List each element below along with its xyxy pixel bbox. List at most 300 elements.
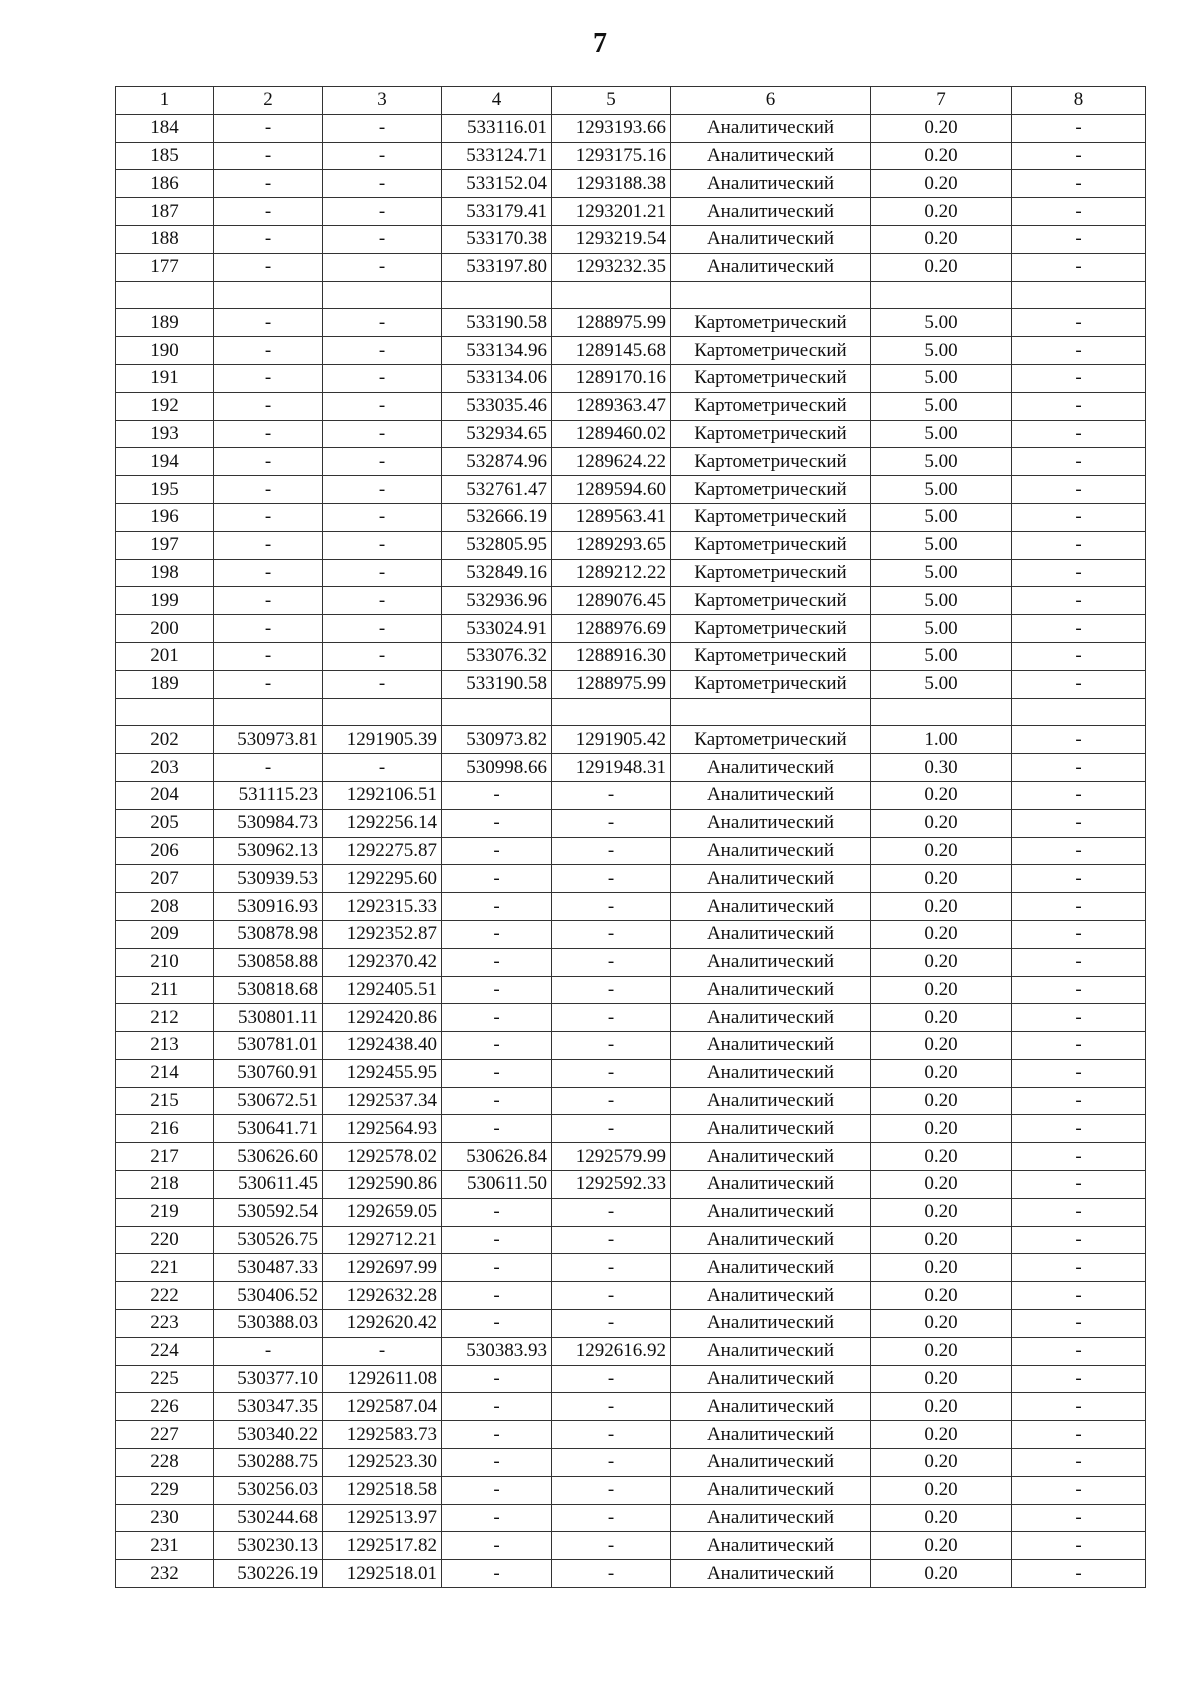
table-cell: 530226.19 <box>214 1560 323 1588</box>
table-cell: Картометрический <box>671 642 871 670</box>
table-cell: 0.20 <box>871 1504 1012 1532</box>
table-cell: - <box>442 1254 552 1282</box>
table-cell: - <box>1012 503 1146 531</box>
table-cell: Картометрический <box>671 615 871 643</box>
table-cell: 0.20 <box>871 1198 1012 1226</box>
table-cell: - <box>552 865 671 893</box>
table-cell: 214 <box>116 1059 214 1087</box>
table-cell: - <box>552 1059 671 1087</box>
column-header: 5 <box>552 87 671 115</box>
column-header: 7 <box>871 87 1012 115</box>
table-cell: - <box>214 114 323 142</box>
table-cell: - <box>1012 1337 1146 1365</box>
table-cell: 5.00 <box>871 503 1012 531</box>
table-cell: - <box>1012 642 1146 670</box>
table-cell: 215 <box>116 1087 214 1115</box>
table-row <box>116 1310 1146 1338</box>
table-cell: 228 <box>116 1449 214 1477</box>
table-cell: 194 <box>116 448 214 476</box>
table-cell: - <box>442 893 552 921</box>
table-cell: 209 <box>116 920 214 948</box>
table-cell: 1292579.99 <box>552 1143 671 1171</box>
table-cell: 5.00 <box>871 670 1012 698</box>
table-cell: - <box>323 642 442 670</box>
table-cell: - <box>552 781 671 809</box>
table-cell: - <box>1012 1198 1146 1226</box>
table-cell: - <box>1012 448 1146 476</box>
table-cell: 0.20 <box>871 142 1012 170</box>
table-cell: 191 <box>116 364 214 392</box>
table-cell: - <box>442 1393 552 1421</box>
table-cell: - <box>1012 531 1146 559</box>
table-row <box>116 1143 1146 1171</box>
column-header: 2 <box>214 87 323 115</box>
table-cell: 211 <box>116 976 214 1004</box>
table-cell: 533035.46 <box>442 392 552 420</box>
table-cell: 227 <box>116 1421 214 1449</box>
table-cell: 530973.81 <box>214 726 323 754</box>
table-cell: - <box>552 837 671 865</box>
table-cell: 533197.80 <box>442 253 552 281</box>
table-cell: 533179.41 <box>442 198 552 226</box>
table-cell <box>871 698 1012 726</box>
table-cell: 530672.51 <box>214 1087 323 1115</box>
table-cell: Аналитический <box>671 198 871 226</box>
table-row <box>116 531 1146 559</box>
table-cell: - <box>552 1282 671 1310</box>
table-row <box>116 364 1146 392</box>
table-cell: 530244.68 <box>214 1504 323 1532</box>
table-cell: 530256.03 <box>214 1476 323 1504</box>
table-cell: - <box>442 1310 552 1338</box>
table-cell: 195 <box>116 476 214 504</box>
table-cell: Аналитический <box>671 976 871 1004</box>
table-cell: - <box>442 1421 552 1449</box>
table-cell <box>871 281 1012 309</box>
table-cell: - <box>323 364 442 392</box>
table-cell: 232 <box>116 1560 214 1588</box>
table-cell: 1292455.95 <box>323 1059 442 1087</box>
table-cell: Аналитический <box>671 865 871 893</box>
table-cell: 203 <box>116 754 214 782</box>
table-cell: - <box>214 420 323 448</box>
table-row <box>116 1476 1146 1504</box>
table-cell: 1289624.22 <box>552 448 671 476</box>
table-cell: 0.20 <box>871 893 1012 921</box>
table-cell: - <box>1012 1476 1146 1504</box>
table-cell: 1293232.35 <box>552 253 671 281</box>
table-cell: - <box>552 1560 671 1588</box>
table-cell: 1292616.92 <box>552 1337 671 1365</box>
table-cell: - <box>552 948 671 976</box>
table-cell: - <box>214 615 323 643</box>
table-cell: Аналитический <box>671 253 871 281</box>
table-cell: - <box>1012 309 1146 337</box>
table-cell <box>1012 698 1146 726</box>
table-cell: 1288916.30 <box>552 642 671 670</box>
table-cell <box>1012 281 1146 309</box>
table-cell: 190 <box>116 337 214 365</box>
table-cell: 0.20 <box>871 1032 1012 1060</box>
table-cell: - <box>1012 420 1146 448</box>
table-row <box>116 726 1146 754</box>
table-cell: - <box>1012 1282 1146 1310</box>
table-cell: 1292697.99 <box>323 1254 442 1282</box>
table-row <box>116 1393 1146 1421</box>
table-cell: 533076.32 <box>442 642 552 670</box>
table-row <box>116 837 1146 865</box>
table-cell: - <box>1012 1226 1146 1254</box>
table-row <box>116 309 1146 337</box>
table-cell: - <box>552 1254 671 1282</box>
table-cell: Аналитический <box>671 781 871 809</box>
table-cell: 200 <box>116 615 214 643</box>
table-cell: 0.20 <box>871 781 1012 809</box>
table-cell: 533190.58 <box>442 670 552 698</box>
table-cell: 230 <box>116 1504 214 1532</box>
table-cell: - <box>1012 559 1146 587</box>
table-cell: 533190.58 <box>442 309 552 337</box>
table-cell: 210 <box>116 948 214 976</box>
table-cell: 530611.45 <box>214 1171 323 1199</box>
table-cell: - <box>214 476 323 504</box>
table-cell: 1289293.65 <box>552 531 671 559</box>
table-cell: 1292583.73 <box>323 1421 442 1449</box>
table-cell: 219 <box>116 1198 214 1226</box>
table-cell: 0.20 <box>871 225 1012 253</box>
table-cell: 530626.84 <box>442 1143 552 1171</box>
table-cell: - <box>323 531 442 559</box>
table-cell: Аналитический <box>671 1004 871 1032</box>
table-cell: Аналитический <box>671 1504 871 1532</box>
table-cell: Картометрический <box>671 364 871 392</box>
table-cell: 0.20 <box>871 1254 1012 1282</box>
table-cell <box>116 281 214 309</box>
column-header: 8 <box>1012 87 1146 115</box>
table-cell: - <box>1012 476 1146 504</box>
table-cell: Аналитический <box>671 920 871 948</box>
table-cell: 530288.75 <box>214 1449 323 1477</box>
table-cell: 530487.33 <box>214 1254 323 1282</box>
table-cell: - <box>214 503 323 531</box>
table-cell: - <box>442 1504 552 1532</box>
table-cell: 1292352.87 <box>323 920 442 948</box>
table-row <box>116 420 1146 448</box>
table-cell: 193 <box>116 420 214 448</box>
table-cell: - <box>323 559 442 587</box>
table-cell: 0.20 <box>871 198 1012 226</box>
table-cell <box>671 698 871 726</box>
table-cell: 5.00 <box>871 531 1012 559</box>
table-cell: 532936.96 <box>442 587 552 615</box>
table-cell: Картометрический <box>671 448 871 476</box>
table-cell <box>552 698 671 726</box>
table-cell: 1288975.99 <box>552 309 671 337</box>
table-cell: - <box>1012 587 1146 615</box>
table-cell: 201 <box>116 642 214 670</box>
table-cell: 0.20 <box>871 1282 1012 1310</box>
table-cell: 0.20 <box>871 837 1012 865</box>
table-cell: - <box>1012 1532 1146 1560</box>
table-cell: - <box>1012 198 1146 226</box>
table-cell: - <box>214 448 323 476</box>
table-cell: Аналитический <box>671 1449 871 1477</box>
table-cell: Аналитический <box>671 809 871 837</box>
table-cell: - <box>552 920 671 948</box>
table-row <box>116 1254 1146 1282</box>
table-cell: 0.20 <box>871 1337 1012 1365</box>
table-cell: - <box>1012 1504 1146 1532</box>
table-cell: 1292370.42 <box>323 948 442 976</box>
table-cell: 1293219.54 <box>552 225 671 253</box>
table-cell: 196 <box>116 503 214 531</box>
table-cell: 185 <box>116 142 214 170</box>
table-cell: 231 <box>116 1532 214 1560</box>
table-cell: 530340.22 <box>214 1421 323 1449</box>
table-cell: - <box>552 1226 671 1254</box>
table-row <box>116 1198 1146 1226</box>
table-cell: 530611.50 <box>442 1171 552 1199</box>
table-cell: 5.00 <box>871 337 1012 365</box>
table-cell: Аналитический <box>671 1171 871 1199</box>
table-cell: - <box>442 948 552 976</box>
table-cell: - <box>1012 615 1146 643</box>
table-cell: - <box>442 809 552 837</box>
table-row <box>116 1421 1146 1449</box>
table-cell: 1292405.51 <box>323 976 442 1004</box>
table-cell: 1291905.39 <box>323 726 442 754</box>
table-cell <box>323 281 442 309</box>
table-cell: 0.20 <box>871 1004 1012 1032</box>
table-row <box>116 781 1146 809</box>
table-cell: Аналитический <box>671 1365 871 1393</box>
table-cell: Аналитический <box>671 142 871 170</box>
table-cell: - <box>323 170 442 198</box>
table-row <box>116 142 1146 170</box>
table-row <box>116 754 1146 782</box>
table-cell: 1289212.22 <box>552 559 671 587</box>
table-cell: - <box>552 1310 671 1338</box>
table-cell: 1.00 <box>871 726 1012 754</box>
table-cell: - <box>442 1449 552 1477</box>
table-cell: 533134.06 <box>442 364 552 392</box>
table-cell: - <box>323 587 442 615</box>
table-cell: 532805.95 <box>442 531 552 559</box>
table-cell: Аналитический <box>671 1532 871 1560</box>
table-cell: - <box>552 1115 671 1143</box>
table-row <box>116 1032 1146 1060</box>
table-cell: - <box>323 670 442 698</box>
table-cell: - <box>1012 1365 1146 1393</box>
table-cell: Аналитический <box>671 1059 871 1087</box>
table-cell: 216 <box>116 1115 214 1143</box>
table-cell: 222 <box>116 1282 214 1310</box>
table-cell: - <box>1012 1560 1146 1588</box>
table-row <box>116 225 1146 253</box>
table-row <box>116 1087 1146 1115</box>
table-row <box>116 893 1146 921</box>
table-cell: 1292513.97 <box>323 1504 442 1532</box>
table-row <box>116 1226 1146 1254</box>
table-cell: 1292518.01 <box>323 1560 442 1588</box>
column-header: 1 <box>116 87 214 115</box>
table-cell: - <box>214 309 323 337</box>
table-cell: - <box>214 225 323 253</box>
table-cell: 223 <box>116 1310 214 1338</box>
table-cell <box>116 698 214 726</box>
table-cell: 5.00 <box>871 587 1012 615</box>
table-row <box>116 642 1146 670</box>
table-cell: 5.00 <box>871 615 1012 643</box>
table-cell: - <box>323 420 442 448</box>
table-cell: - <box>552 1004 671 1032</box>
table-cell: 197 <box>116 531 214 559</box>
table-row <box>116 1059 1146 1087</box>
table-cell: Картометрический <box>671 531 871 559</box>
table-cell: - <box>1012 920 1146 948</box>
table-cell: - <box>1012 809 1146 837</box>
table-cell: 530818.68 <box>214 976 323 1004</box>
table-cell: - <box>1012 726 1146 754</box>
table-cell: 1292517.82 <box>323 1532 442 1560</box>
page-number: 7 <box>593 28 607 59</box>
table-cell: Картометрический <box>671 309 871 337</box>
table-cell: - <box>442 1282 552 1310</box>
table-cell: 1289563.41 <box>552 503 671 531</box>
table-row <box>116 476 1146 504</box>
table-cell: - <box>323 392 442 420</box>
table-cell: 532761.47 <box>442 476 552 504</box>
table-cell: 530626.60 <box>214 1143 323 1171</box>
table-cell: Аналитический <box>671 1198 871 1226</box>
table-row <box>116 392 1146 420</box>
table-cell: 1291948.31 <box>552 754 671 782</box>
table-cell <box>214 281 323 309</box>
table-cell: 229 <box>116 1476 214 1504</box>
table-cell: - <box>1012 1032 1146 1060</box>
table-cell: 1292620.42 <box>323 1310 442 1338</box>
table-row <box>116 1337 1146 1365</box>
table-cell: 1292590.86 <box>323 1171 442 1199</box>
table-cell <box>552 281 671 309</box>
table-row <box>116 1282 1146 1310</box>
table-cell: - <box>1012 837 1146 865</box>
table-cell: - <box>1012 253 1146 281</box>
table-cell: - <box>1012 1143 1146 1171</box>
table-cell: - <box>552 976 671 1004</box>
table-cell: - <box>1012 1087 1146 1115</box>
table-cell: Аналитический <box>671 1476 871 1504</box>
table-cell: 1292659.05 <box>323 1198 442 1226</box>
table-header-row <box>116 87 1146 115</box>
table-cell: 213 <box>116 1032 214 1060</box>
table-cell: 1292256.14 <box>323 809 442 837</box>
table-cell: Картометрический <box>671 337 871 365</box>
table-cell: 1289170.16 <box>552 364 671 392</box>
table-cell: 530858.88 <box>214 948 323 976</box>
table-cell: 1289363.47 <box>552 392 671 420</box>
table-cell: 206 <box>116 837 214 865</box>
table-cell: - <box>1012 781 1146 809</box>
table-cell: 0.20 <box>871 865 1012 893</box>
table-cell: 0.20 <box>871 1532 1012 1560</box>
table-cell: - <box>1012 948 1146 976</box>
table-cell: - <box>552 1087 671 1115</box>
table-cell: - <box>323 198 442 226</box>
table-cell: - <box>1012 670 1146 698</box>
table-cell: - <box>214 142 323 170</box>
table-cell: - <box>1012 142 1146 170</box>
table-cell: 1289076.45 <box>552 587 671 615</box>
table-cell: - <box>442 1087 552 1115</box>
table-cell: 217 <box>116 1143 214 1171</box>
table-cell: - <box>1012 1004 1146 1032</box>
table-cell: 0.20 <box>871 1476 1012 1504</box>
table-cell: 1292712.21 <box>323 1226 442 1254</box>
table-cell: 202 <box>116 726 214 754</box>
table-cell: 1289145.68 <box>552 337 671 365</box>
table-row <box>116 587 1146 615</box>
table-cell: 0.20 <box>871 1310 1012 1338</box>
table-cell: 530526.75 <box>214 1226 323 1254</box>
table-cell: Аналитический <box>671 1337 871 1365</box>
table-cell: 530592.54 <box>214 1198 323 1226</box>
table-cell: 0.20 <box>871 170 1012 198</box>
table-cell: Аналитический <box>671 170 871 198</box>
table-cell: - <box>552 1032 671 1060</box>
table-cell: 0.20 <box>871 1421 1012 1449</box>
table-row <box>116 615 1146 643</box>
table-cell: 189 <box>116 670 214 698</box>
table-cell: Картометрический <box>671 559 871 587</box>
table-cell: 533170.38 <box>442 225 552 253</box>
table-cell: - <box>1012 364 1146 392</box>
table-cell: 0.20 <box>871 114 1012 142</box>
table-cell: 532666.19 <box>442 503 552 531</box>
table-cell: 1288975.99 <box>552 670 671 698</box>
table-cell: - <box>1012 1421 1146 1449</box>
table-cell: 0.20 <box>871 1171 1012 1199</box>
table-cell: 184 <box>116 114 214 142</box>
table-cell: - <box>552 809 671 837</box>
table-row <box>116 1532 1146 1560</box>
table-cell: - <box>214 170 323 198</box>
table-cell: 204 <box>116 781 214 809</box>
table-cell: Аналитический <box>671 837 871 865</box>
table-cell: - <box>552 1476 671 1504</box>
table-cell: 5.00 <box>871 642 1012 670</box>
table-cell: - <box>442 781 552 809</box>
table-cell: 530388.03 <box>214 1310 323 1338</box>
table-separator-row <box>116 698 1146 726</box>
table-row <box>116 559 1146 587</box>
table-cell: - <box>214 587 323 615</box>
table-cell: Картометрический <box>671 587 871 615</box>
table-cell: 0.20 <box>871 1226 1012 1254</box>
table-cell: - <box>214 1337 323 1365</box>
table-cell: - <box>323 476 442 504</box>
table-cell: 205 <box>116 809 214 837</box>
table-cell: - <box>214 337 323 365</box>
table-row <box>116 337 1146 365</box>
table-cell: Картометрический <box>671 392 871 420</box>
table-cell: 1288976.69 <box>552 615 671 643</box>
table-cell: 0.20 <box>871 1143 1012 1171</box>
table-row <box>116 920 1146 948</box>
table-cell: - <box>323 754 442 782</box>
table-cell: - <box>323 225 442 253</box>
table-cell: 1292611.08 <box>323 1365 442 1393</box>
